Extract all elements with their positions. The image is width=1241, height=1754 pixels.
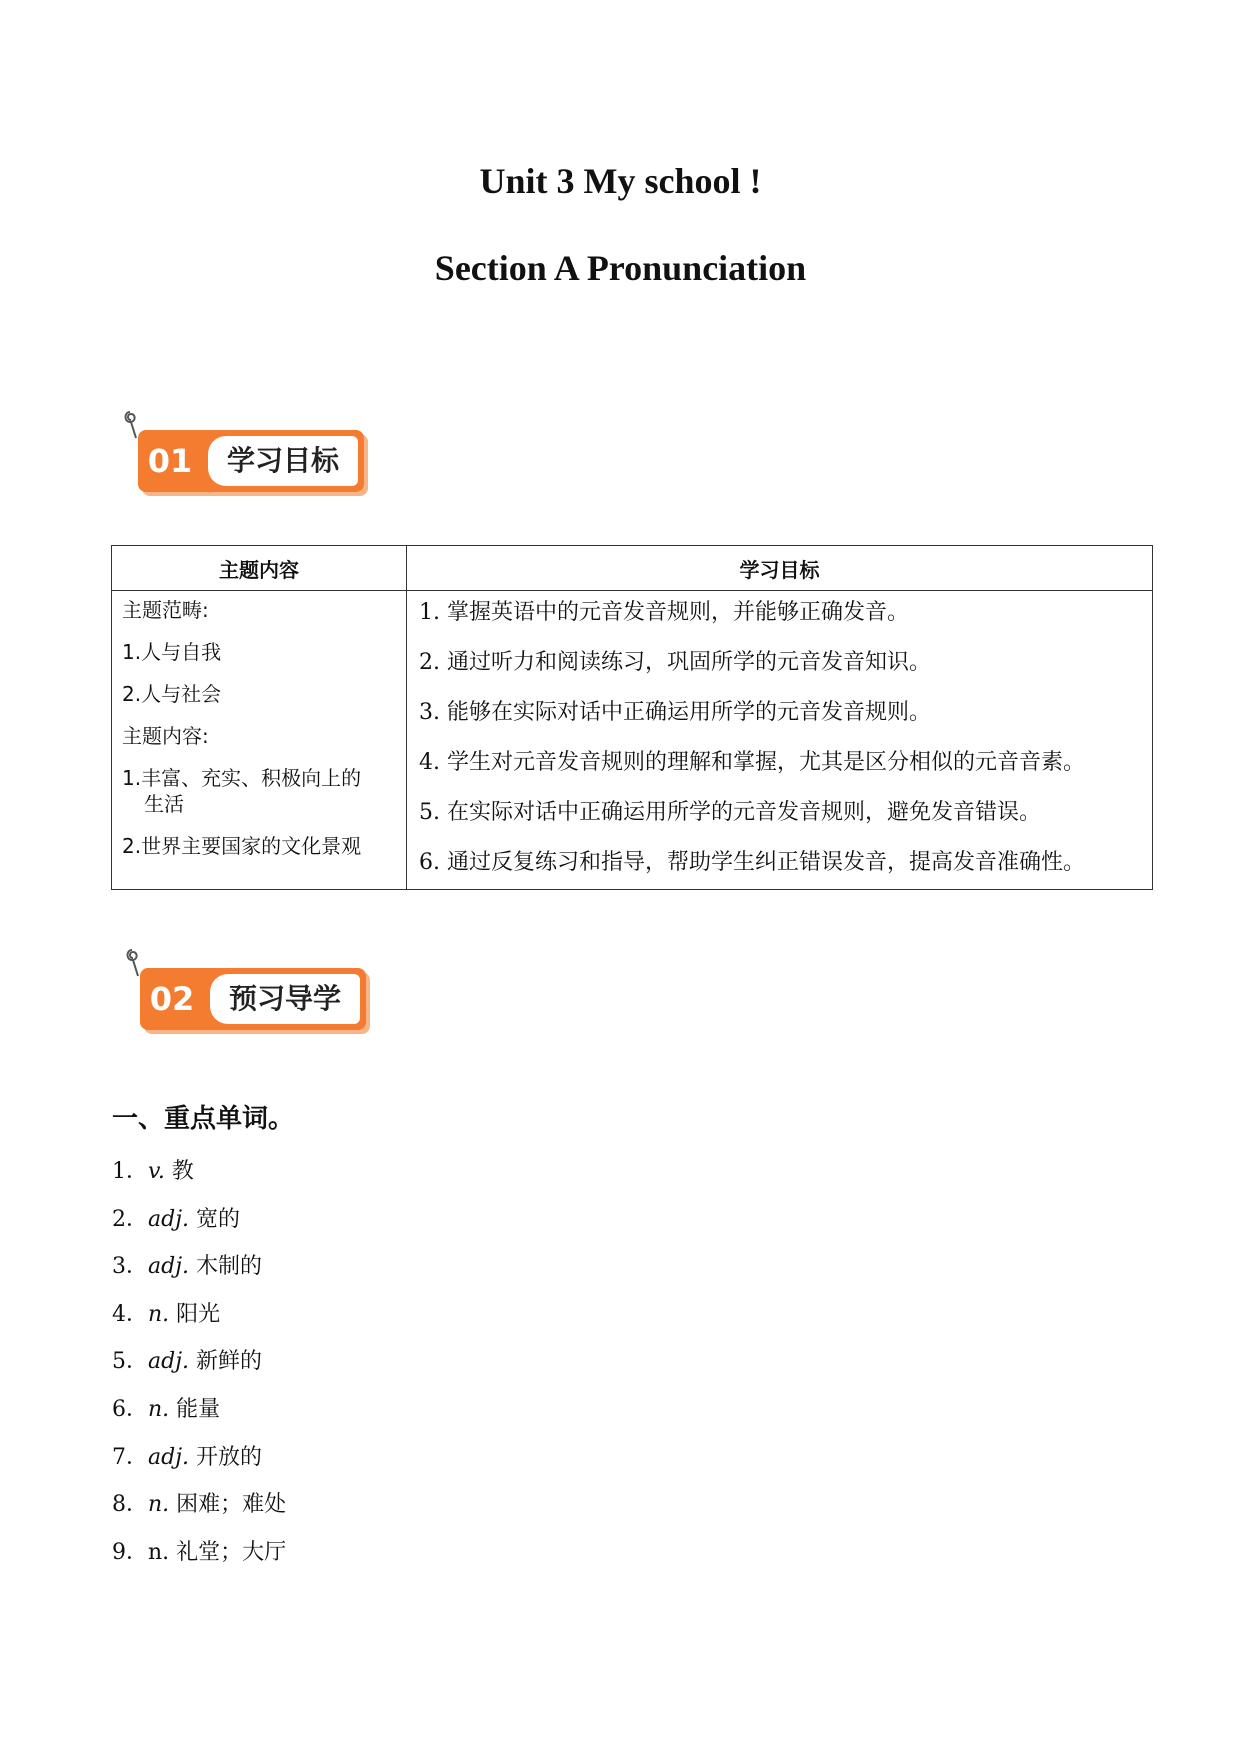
item-number: 9． (112, 1539, 148, 1565)
part-of-speech: n. (148, 1301, 170, 1327)
item-meaning: 宽的 (189, 1206, 241, 1232)
table-row (112, 591, 1153, 890)
list-item (112, 1491, 286, 1539)
item-meaning: 阳光 (169, 1301, 221, 1327)
list-item (112, 1444, 286, 1492)
topic-line: 主题范畴: (122, 598, 209, 622)
item-number: 2． (112, 1206, 148, 1232)
list-item (112, 1301, 286, 1349)
list-item (112, 1539, 286, 1587)
item-number: 8． (112, 1492, 148, 1518)
item-meaning: 新鲜的 (189, 1349, 263, 1375)
item-number: 5． (112, 1349, 148, 1375)
topic-cell (112, 591, 407, 890)
topic-line: 2.人与社会 (122, 682, 222, 706)
goals-cell (407, 591, 1153, 890)
item-number: 1． (112, 1159, 148, 1184)
goal-item: 6. 通过反复练习和指导，帮助学生纠正错误发音，提高发音准确性。 (419, 850, 1085, 875)
table-header-topic: 主题内容 (112, 546, 407, 591)
badge-number: 01 (147, 442, 193, 480)
section-badge-objectives (122, 408, 372, 498)
badge-label: 学习目标 (208, 436, 358, 486)
part-of-speech: adj. (148, 1349, 190, 1375)
part-of-speech: n. (148, 1396, 170, 1422)
goal-item: 3. 能够在实际对话中正确运用所学的元音发音规则。 (419, 700, 931, 725)
badge-number: 02 (149, 980, 195, 1018)
goal-item: 4. 学生对元音发音规则的理解和掌握，尤其是区分相似的元音音素。 (419, 750, 1085, 775)
topic-line: 1.丰富、充实、积极向上的 (122, 766, 362, 790)
part-of-speech: n. (148, 1539, 170, 1565)
objectives-table (111, 545, 1153, 890)
goal-item: 5. 在实际对话中正确运用所学的元音发音规则，避免发音错误。 (419, 800, 1041, 825)
part-of-speech: adj. (148, 1206, 190, 1232)
part-of-speech: adj. (148, 1254, 190, 1280)
item-meaning: 能量 (169, 1396, 221, 1422)
item-meaning: 困难；难处 (169, 1492, 287, 1518)
item-meaning: 开放的 (189, 1444, 263, 1470)
goal-item: 1. 掌握英语中的元音发音规则，并能够正确发音。 (419, 600, 909, 625)
item-meaning: 木制的 (189, 1254, 263, 1280)
list-item (112, 1158, 286, 1206)
list-item (112, 1348, 286, 1396)
list-item (112, 1206, 286, 1254)
list-item (112, 1396, 286, 1444)
topic-line: 主题内容: (122, 724, 209, 748)
table-header-row (112, 546, 1153, 591)
table-header-goals: 学习目标 (407, 546, 1153, 591)
item-number: 6． (112, 1396, 148, 1422)
page-subtitle: Section A Pronunciation (434, 248, 807, 288)
item-number: 7． (112, 1444, 148, 1470)
badge-label: 预习导学 (210, 974, 360, 1024)
list-item (112, 1253, 286, 1301)
part-of-speech: adj. (148, 1444, 190, 1470)
item-meaning: 礼堂；大厅 (169, 1539, 287, 1565)
vocab-list (112, 1158, 286, 1586)
item-number: 3． (112, 1254, 148, 1280)
topic-line: 生活 (144, 792, 184, 816)
topic-line: 2.世界主要国家的文化景观 (122, 834, 362, 858)
item-number: 4． (112, 1301, 148, 1327)
item-meaning: 教 (164, 1159, 194, 1184)
section-badge-preview (124, 946, 374, 1036)
part-of-speech: v. (148, 1159, 165, 1184)
section-heading: 一、重点单词。 (112, 1104, 295, 1134)
page-title: Unit 3 My school ! (479, 161, 762, 201)
topic-line: 1.人与自我 (122, 640, 222, 664)
part-of-speech: n. (148, 1492, 170, 1518)
goal-item: 2. 通过听力和阅读练习，巩固所学的元音发音知识。 (419, 650, 931, 675)
